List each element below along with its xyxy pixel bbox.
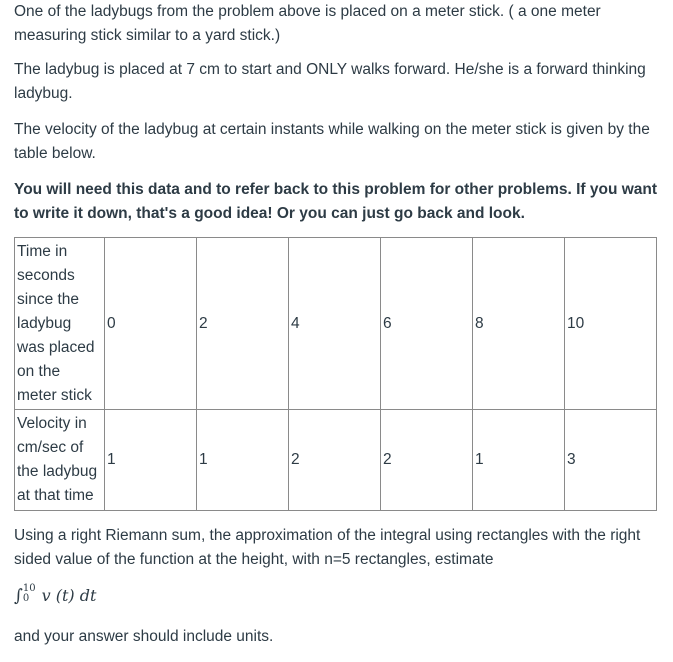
start-paragraph: The ladybug is placed at 7 cm to start and ONLY walks forward. He/she is a forward thinking ladybug. (14, 61, 646, 102)
units-paragraph: and your answer should include units. (14, 628, 274, 645)
velocity-paragraph: The velocity of the ladybug at certain instants while walking on the meter stick is given by the table below. (14, 121, 650, 162)
integral-expression (14, 582, 97, 607)
table-row-time (15, 238, 657, 410)
riemann-paragraph: Using a right Riemann sum, the approximation of the integral using rectangles with the right sided value of the function at the height, with n=5 rectangles, estimate (14, 527, 641, 568)
time-cell: 2 (197, 238, 289, 410)
velocity-cell: 1 (197, 410, 289, 511)
velocity-table (14, 237, 657, 511)
integral-sign: ∫ (14, 586, 23, 606)
velocity-header-cell: Velocity in cm/sec of the ladybug at that time (15, 410, 105, 511)
velocity-cell: 3 (565, 410, 657, 511)
integral-upper-limit: 10 (22, 582, 36, 594)
velocity-cell: 1 (105, 410, 197, 511)
velocity-cell: 1 (473, 410, 565, 511)
time-cell: 4 (289, 238, 381, 410)
integral-lower-limit: 0 (22, 592, 30, 604)
time-cell: 6 (381, 238, 473, 410)
time-cell: 10 (565, 238, 657, 410)
intro-paragraph: One of the ladybugs from the problem above is placed on a meter stick. ( a one meter measuring stick similar to a yard stick.) (14, 3, 601, 44)
table-row-velocity (15, 410, 657, 511)
time-cell: 8 (473, 238, 565, 410)
integrand: v (t) dt (41, 586, 97, 605)
time-cell: 0 (105, 238, 197, 410)
integral-limits (23, 584, 36, 604)
note-paragraph: You will need this data and to refer back to this problem for other problems. If you want to write it down, that's a good idea! Or you can just go back and look. (14, 181, 658, 222)
time-header-cell: Time in seconds since the ladybug was placed on the meter stick (15, 238, 105, 410)
velocity-cell: 2 (289, 410, 381, 511)
velocity-cell: 2 (381, 410, 473, 511)
